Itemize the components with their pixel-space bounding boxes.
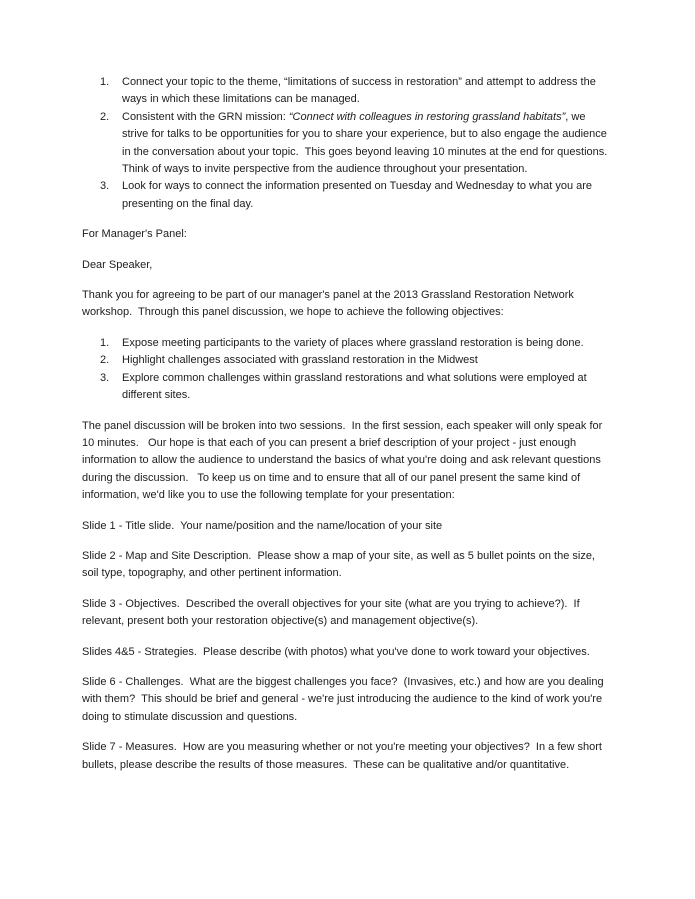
list-item-number: 2.: [100, 110, 110, 123]
list-item-text-pre: Consistent with the GRN mission:: [122, 110, 289, 123]
list-item-number: 3.: [100, 180, 110, 193]
list-item-text: Explore common challenges within grassland restorations and what solutions were employed at different sites.: [122, 371, 590, 402]
list-item-number: 3.: [100, 371, 110, 384]
list-item-number: 2.: [100, 354, 110, 367]
slide-7-paragraph: Slide 7 - Measures. How are you measuring whether or not you're meeting your objectives? In a few short bullets, please describe the results of those measures. These can be qualitative and/or quantitative.: [82, 741, 606, 771]
managers-panel-heading: For Manager's Panel:: [82, 228, 187, 241]
slide-6-paragraph: Slide 6 - Challenges. What are the biggest challenges you face? (Invasives, etc.) and how are you dealing with them? This should be brief and general - we're just introducing the audience to the kind of work you're doing to stimulate discussion and questions.: [82, 675, 607, 723]
list-item-text: Highlight challenges associated with grassland restoration in the Midwest: [122, 354, 478, 367]
talk-guidelines-list: [82, 74, 613, 213]
list-item: [82, 352, 613, 369]
panel-objectives-list: [82, 335, 613, 405]
thank-you-paragraph: Thank you for agreeing to be part of our manager's panel at the 2013 Grassland Restoration Network workshop. Through this panel discussion, we hope to achieve the following objectives:: [82, 289, 577, 319]
list-item-text: Connect your topic to the theme, “limitations of success in restoration” and attempt to address the ways in which these limitations can be managed.: [122, 76, 599, 106]
list-item: [82, 109, 613, 179]
list-item: [82, 370, 613, 405]
slide-2-paragraph: Slide 2 - Map and Site Description. Please show a map of your site, as well as 5 bullet points on the size, soil type, topography, and other pertinent information.: [82, 549, 599, 580]
list-item: [82, 74, 613, 109]
salutation: Dear Speaker,: [82, 258, 153, 271]
panel-format-paragraph: The panel discussion will be broken into two sessions. In the first session, each speaker will only speak for 10 minutes. Our hope is that each of you can present a brief description of your project - just enough information to allow the audience to understand the basics of what you're doing and ask relevant questions during the discussion. To keep us on time and to ensure that all of our panel present the same kind of information, we'd like you to use the following template for your presentation:: [82, 419, 606, 502]
list-item-text: [122, 111, 613, 175]
list-item-text: Look for ways to connect the information presented on Tuesday and Wednesday to what you are presenting on the final day.: [122, 180, 596, 210]
list-item-number: 1.: [100, 76, 110, 88]
mission-quote-italic: “Connect with colleagues in restoring grassland habitats”: [288, 110, 566, 123]
list-item-text-post: , we strive for talks to be opportunities for you to share your experience, but to also engage the audience in the conversation about your topic. This goes beyond leaving 10 minutes at the end for questions. Think of ways to invite perspective from the audience throughout your presentation.: [122, 110, 614, 176]
list-item: [82, 335, 613, 352]
list-item: [82, 178, 613, 213]
list-item-number: 1.: [100, 336, 110, 349]
slide-1-paragraph: Slide 1 - Title slide. Your name/position and the name/location of your site: [82, 519, 443, 532]
slides-4-5-paragraph: Slides 4&5 - Strategies. Please describe (with photos) what you've done to work toward your objectives.: [82, 645, 590, 658]
list-item-text: Expose meeting participants to the variety of places where grassland restoration is being done.: [122, 336, 584, 349]
slide-3-paragraph: Slide 3 - Objectives. Described the overall objectives for your site (what are you trying to achieve?). If relevant, present both your restoration objective(s) and management objective(s).: [82, 597, 583, 628]
